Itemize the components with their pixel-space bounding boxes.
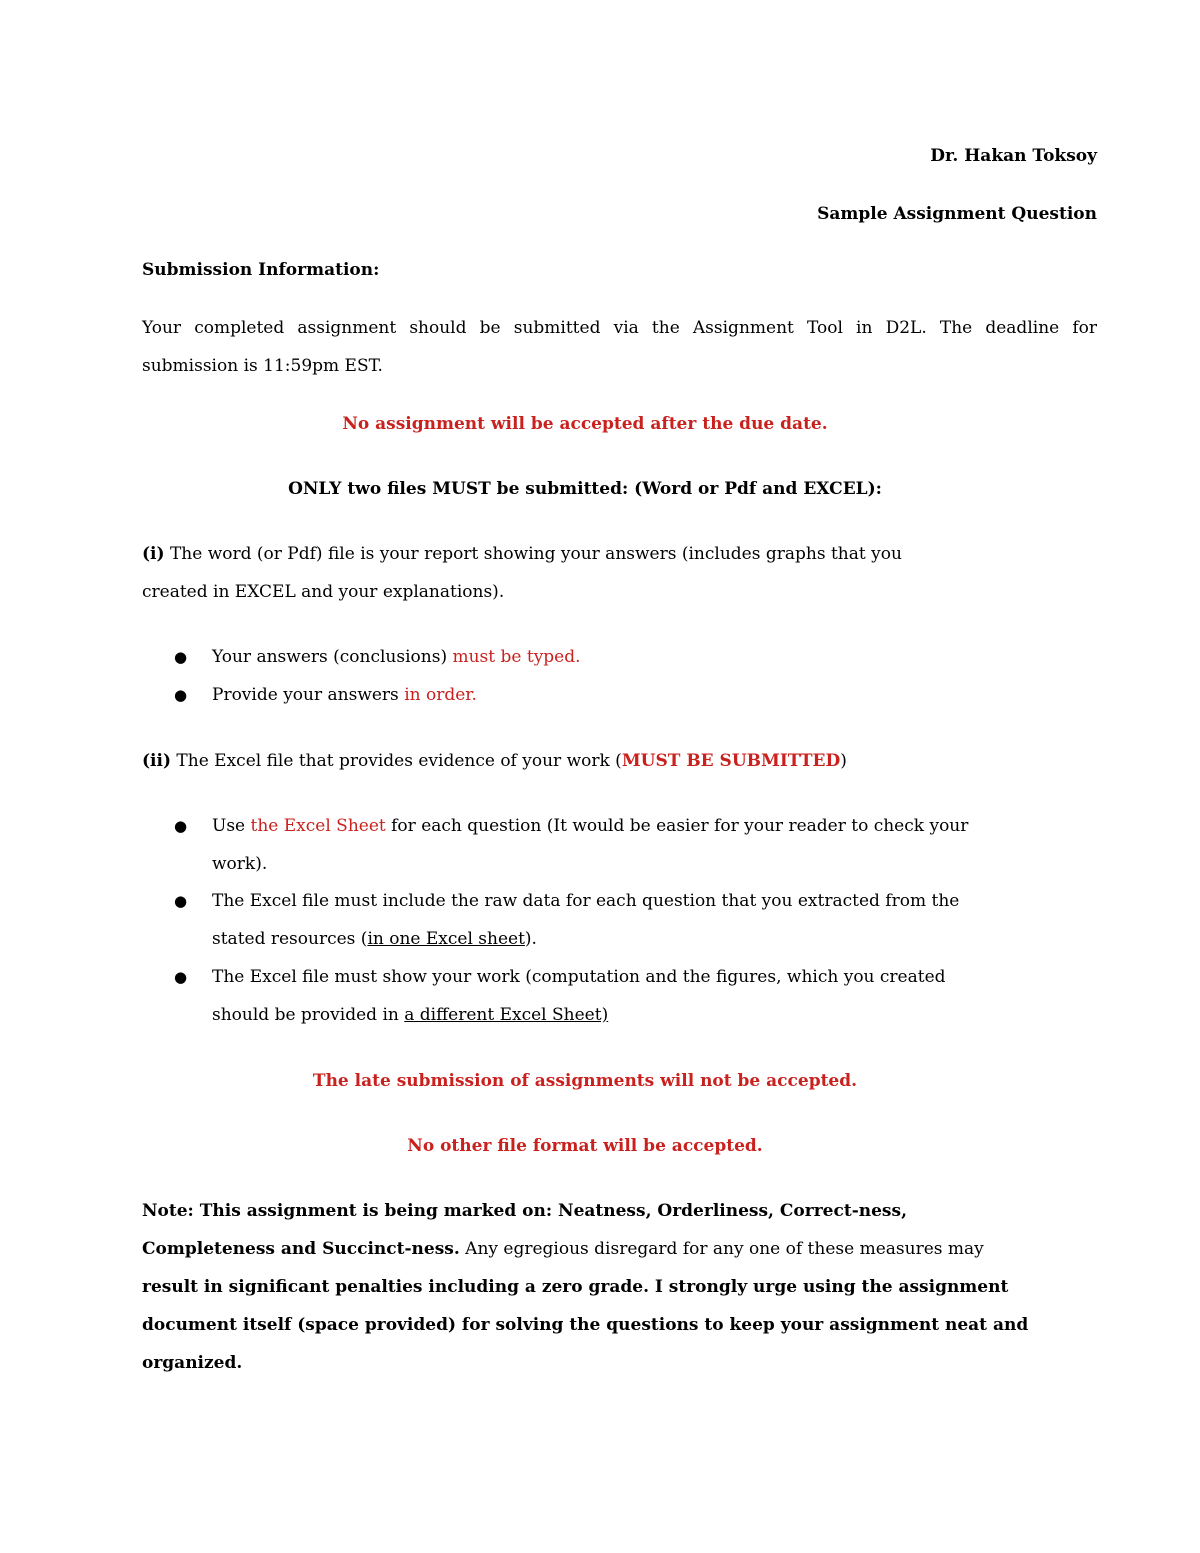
note-text: This assignment is being marked on: Neatness, Orderliness, Correct-ness, — [193, 1201, 907, 1221]
note-line-1 — [142, 1199, 907, 1223]
section-ii-bullet-3-line-1: The Excel file must show your work (computation and the figures, which you created — [212, 967, 946, 987]
bullet-icon: ● — [174, 892, 188, 910]
submission-heading: Submission Information: — [142, 260, 380, 280]
bullet-text: for each question (It would be easier for your reader to check your — [385, 816, 969, 836]
note-line-3: result in significant penalties including a zero grade. I strongly urge using the assignment — [142, 1277, 1009, 1297]
note-line-4: document itself (space provided) for solving the questions to keep your assignment neat and — [142, 1315, 1029, 1335]
section-i-label: (i) — [142, 544, 165, 564]
section-i-text: The word (or Pdf) file is your report showing your answers (includes graphs that you — [164, 544, 902, 564]
section-ii-line — [142, 749, 847, 773]
note-text: Completeness and Succinct-ness. — [142, 1239, 460, 1259]
bullet-text: Provide your answers — [212, 685, 405, 705]
section-ii-bullet-2-line-2 — [212, 927, 537, 951]
section-ii-highlight: MUST BE SUBMITTED — [621, 751, 841, 771]
note-line-2 — [142, 1237, 984, 1261]
bullet-highlight: must be typed. — [452, 647, 581, 667]
submission-text-line-2: submission is 11:59pm EST. — [142, 356, 383, 376]
section-i-line-2: created in EXCEL and your explanations). — [142, 582, 505, 602]
section-ii-close: ) — [840, 751, 847, 771]
due-date-warning: No assignment will be accepted after the due date. — [342, 414, 828, 434]
section-ii-text: The Excel file that provides evidence of your work ( — [171, 751, 622, 771]
section-i-bullet-2 — [212, 683, 477, 707]
note-line-5: organized. — [142, 1353, 243, 1373]
section-ii-bullet-2-line-1: The Excel file must include the raw data for each question that you extracted from the — [212, 891, 960, 911]
section-ii-bullet-3-line-2 — [212, 1003, 608, 1027]
note-label: Note: — [142, 1201, 194, 1221]
section-ii-label: (ii) — [142, 751, 172, 771]
late-submission-warning: The late submission of assignments will not be accepted. — [312, 1071, 858, 1091]
bullet-icon: ● — [174, 648, 188, 666]
bullet-icon: ● — [174, 686, 188, 704]
section-ii-bullet-1-line-1 — [212, 814, 968, 838]
underlined-text: in one Excel sheet — [367, 929, 525, 949]
bullet-text: ). — [524, 929, 537, 949]
bullet-highlight: the Excel Sheet — [250, 816, 386, 836]
document-title: Sample Assignment Question — [817, 204, 1097, 224]
bullet-text: Your answers (conclusions) — [212, 647, 453, 667]
file-format-warning: No other file format will be accepted. — [407, 1136, 763, 1156]
bullet-text: should be provided in — [212, 1005, 405, 1025]
files-rule: ONLY two files MUST be submitted: (Word or Pdf and EXCEL): — [288, 479, 882, 499]
underlined-text: a different Excel Sheet) — [404, 1005, 609, 1025]
bullet-text: Use — [212, 816, 251, 836]
section-i-line-1 — [142, 542, 902, 566]
note-text: Any egregious disregard for any one of these measures may — [459, 1239, 984, 1259]
bullet-icon: ● — [174, 817, 188, 835]
bullet-highlight: in order. — [404, 685, 477, 705]
section-i-bullet-1 — [212, 645, 581, 669]
section-ii-bullet-1-line-2: work). — [212, 854, 268, 874]
bullet-icon: ● — [174, 968, 188, 986]
submission-text-line-1: Your completed assignment should be submitted via the Assignment Tool in D2L. The deadline for — [142, 318, 1097, 338]
bullet-text: stated resources ( — [212, 929, 368, 949]
author-name: Dr. Hakan Toksoy — [930, 146, 1097, 166]
